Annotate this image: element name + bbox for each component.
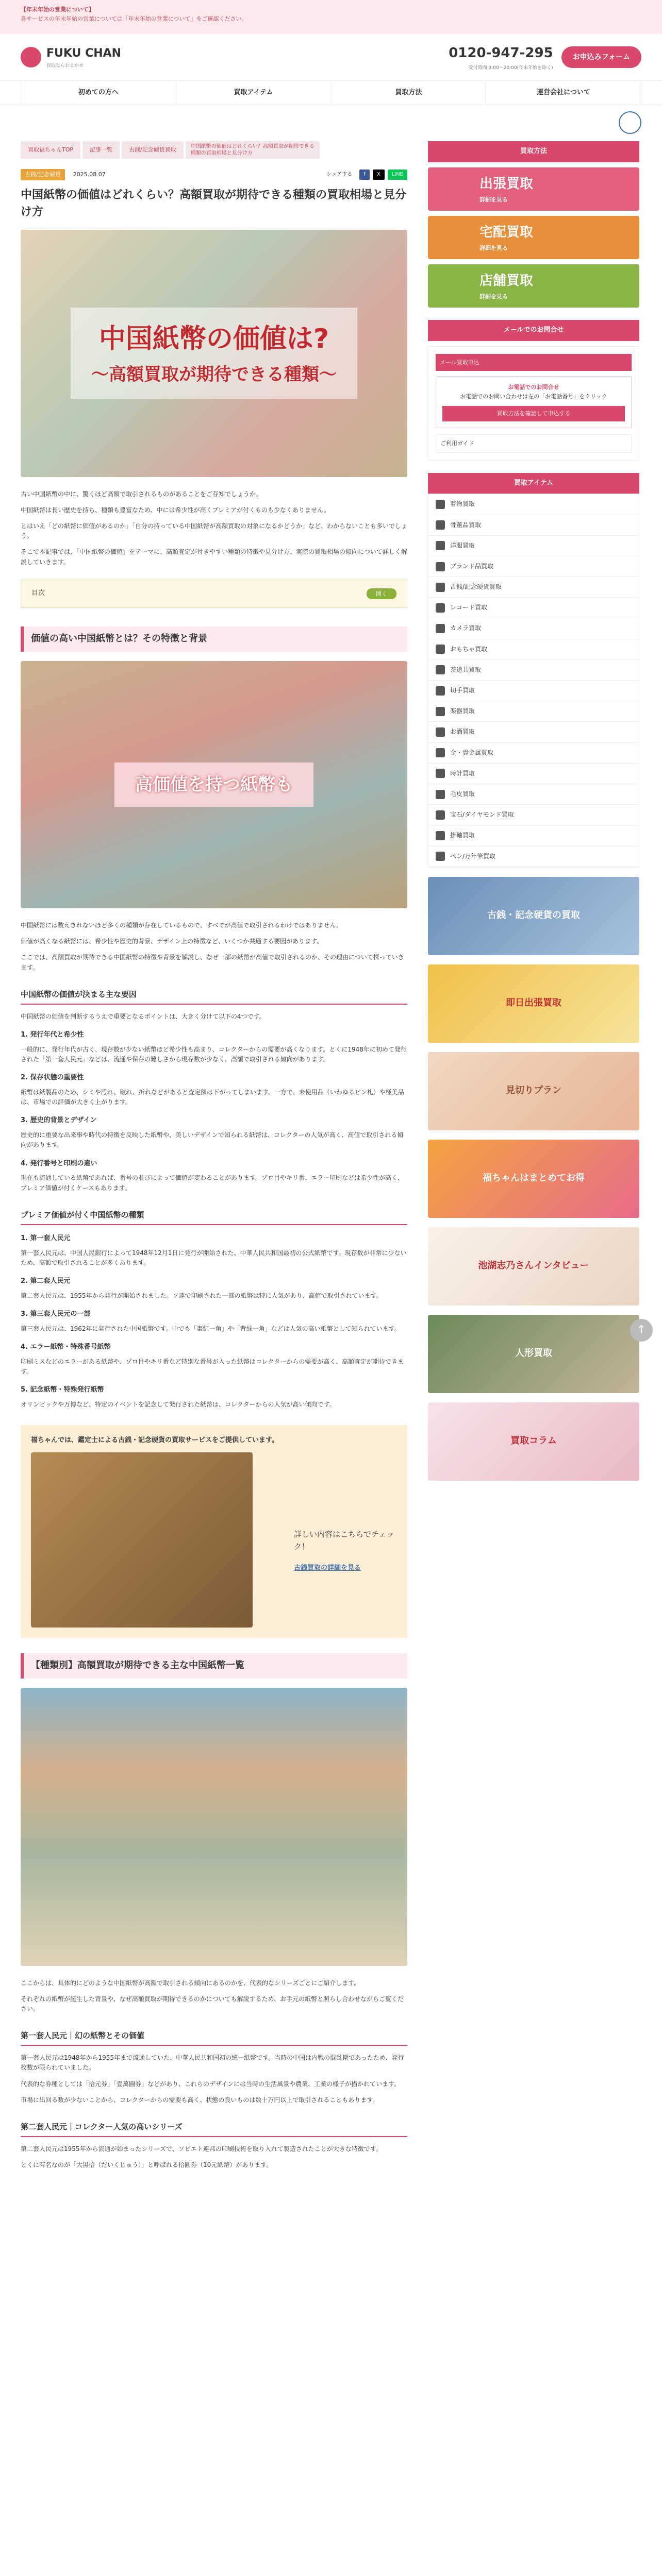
paragraph: ここでは、高額買取が期待できる中国紙幣の特徴や背景を解説し、なぜ一部の紙幣が高値で取引されるのか、その理由について探っていきます。 [21, 954, 404, 971]
contact-inner-text: お電話でのお問い合わせは左の「お電話番号」をクリック [460, 393, 607, 400]
paragraph: 第一套人民元は1948年から1955年まで流通していた、中華人民共和国初の統一紙幣です。当時の中国は内戦の混乱期であったため、発行枚数が限られていました。 [21, 2054, 404, 2072]
point-heading: 2. 第二套人民元 [21, 1277, 71, 1285]
item-icon [436, 769, 445, 778]
sidebar-item-label: 洋服買取 [450, 541, 475, 549]
sidebar-item[interactable] [428, 764, 639, 784]
sidebar-heading: 買取アイテム [428, 473, 639, 494]
nav-methods[interactable]: 買取方法 [331, 81, 486, 105]
service-banner[interactable] [21, 1425, 407, 1638]
sidebar-item[interactable] [428, 805, 639, 825]
item-icon [436, 583, 445, 592]
method-label: 出張買取 [479, 176, 534, 192]
subsection-heading: プレミア価値が付く中国紙幣の種類 [21, 1206, 407, 1225]
paragraph: 中国紙幣には数えきれないほど多くの種類が存在しているもので、すべてが高値で取引されるわけではありません。 [21, 922, 343, 929]
breadcrumb-current: 中国紙幣の価値はどれくらい？高額買取が期待できる種類の買取相場と見分け方 [186, 141, 320, 159]
method-sub: 詳細を見る [479, 196, 508, 203]
hero-image [21, 230, 407, 477]
section-image [21, 661, 407, 908]
apply-button[interactable]: お申込みフォーム [561, 46, 641, 68]
sidebar-item-label: 毛皮買取 [450, 790, 475, 798]
item-icon [436, 707, 445, 716]
sidebar-item[interactable] [428, 639, 639, 660]
table-of-contents [21, 580, 407, 608]
paragraph: 第三套人民元は、1962年に発行された中国紙幣です。中でも「棗紅一角」や「背緑一角」などは人気の高い紙幣として知られています。 [21, 1325, 401, 1332]
sidebar-item-label: お酒買取 [450, 728, 475, 736]
method-label: 宅配買取 [479, 225, 534, 241]
subsection-heading: 中国紙幣の価値が決まる主な要因 [21, 985, 407, 1005]
breadcrumb-item[interactable]: 記事一覧 [82, 141, 120, 159]
notice-title: 【年末年始の営業について】 [21, 6, 94, 13]
side-banner[interactable]: 古銭・記念硬貨の買取 [428, 877, 639, 955]
logo-sub: 買取ならおまかせ [46, 63, 84, 69]
breadcrumb-item[interactable]: 古銭/記念硬貨買取 [122, 141, 184, 159]
item-list [428, 494, 639, 867]
share-label: シェアする [326, 171, 353, 177]
share-x-button[interactable]: X [373, 170, 385, 180]
item-icon [436, 810, 445, 820]
contact-inner-label: お電話でのお問合せ [508, 384, 559, 391]
sidebar-item[interactable] [428, 743, 639, 764]
sidebar-item[interactable] [428, 846, 639, 867]
breadcrumb-item[interactable]: 買取福ちゃんTOP [21, 141, 80, 159]
sidebar-item-label: ブランド品買取 [450, 562, 494, 570]
intro-paragraph: そこで本記事では、「中国紙幣の価値」をテーマに、高額査定が付きやすい種類の特徴や見分け方、実際の買取相場の傾向について詳しく解説していきます。 [21, 548, 407, 566]
side-banner[interactable]: 見切りプラン [428, 1052, 639, 1130]
item-icon [436, 500, 445, 509]
sidebar-item-label: 金・貴金属買取 [450, 749, 494, 756]
method-delivery-button[interactable] [428, 216, 639, 259]
paragraph: オリンピックや万博など、特定のイベントを記念して発行された紙幣は、コレクターからの人気が高い傾向です。 [21, 1400, 336, 1408]
sidebar [428, 141, 639, 2176]
nav-company[interactable]: 運営会社について [486, 81, 641, 105]
sidebar-item[interactable] [428, 681, 639, 701]
phone-number: 0120-947-295 [449, 45, 553, 61]
phone-block[interactable] [449, 43, 553, 72]
method-sub: 詳細を見る [479, 293, 508, 300]
method-sub: 詳細を見る [479, 244, 508, 251]
sidebar-item-label: ペン/万年筆買取 [450, 852, 496, 860]
paragraph: 一般的に、発行年代が古く、現存数が少ない紙幣ほど希少性も高まり、コレクターからの需要が高くなります。とくに1948年に初めて発行された「第一套人民元」などは、流通や保存の難しさから現存数が少なく、高額で取引される傾向があります。 [21, 1045, 407, 1063]
sidebar-item-label: 古銭/記念硬貨買取 [450, 583, 502, 591]
publish-date: 2025.08.07 [73, 171, 106, 178]
sidebar-item-label: 骨董品買取 [450, 521, 482, 529]
item-icon [436, 748, 445, 757]
paragraph: 第二套人民元は1955年から流通が始まったシリーズで、ソビエト連邦の印刷技術を取り入れて製造されたことが大きな特徴です。 [21, 2145, 382, 2153]
guide-link[interactable]: ご利用ガイド [436, 434, 632, 453]
sidebar-heading: メールでのお問合せ [428, 320, 639, 341]
logo-text: FUKU CHAN [46, 47, 122, 60]
intro-paragraph: 古い中国紙幣の中に、驚くほど高額で取引されるものがあることをご存知でしょうか。 [21, 490, 262, 498]
sidebar-item-label: おもちゃ買取 [450, 645, 488, 653]
subsection-heading: 第二套人民元｜コレクター人気の高いシリーズ [21, 2117, 407, 2137]
banner-detail: 詳しい内容はこちらでチェック！ [294, 1530, 394, 1552]
page-title: 中国紙幣の価値はどれくらい？高額買取が期待できる種類の買取相場と見分け方 [21, 188, 407, 218]
mail-apply-button[interactable]: メール買取申込 [436, 354, 632, 371]
article [21, 141, 407, 2176]
hero-line2: 〜高額買取が期待できる種類〜 [91, 364, 337, 385]
paragraph: ここからは、具体的にどのような中国紙幣が高額で取引される傾向にあるのかを、代表的なシリーズごとにご紹介します。 [21, 1979, 360, 1987]
hero-line1: 中国紙幣の価値は? [98, 323, 329, 354]
paragraph: 紙幣は紙製品のため、シミや汚れ、破れ、折れなどがあると査定額は下がってしまいます。一方で、未使用品（いわゆるピン札）や極美品は、市場での評価が大きく上がります。 [21, 1089, 404, 1106]
banner-text: 福ちゃんでは、鑑定士による古銭・記念硬貨の買取サービスをご提供しています。 [31, 1436, 278, 1445]
logo-mark-icon [21, 47, 41, 67]
section-image [21, 1688, 407, 1966]
sidebar-heading: 買取方法 [428, 141, 639, 162]
sidebar-item-label: 茶道具買取 [450, 666, 482, 673]
sidebar-item[interactable] [428, 701, 639, 722]
point-heading: 3. 歴史的背景とデザイン [21, 1116, 97, 1125]
share-facebook-button[interactable]: f [359, 170, 370, 180]
paragraph: それぞれの紙幣が誕生した背景や、なぜ高額買取が期待できるのかについても解説するため、お手元の紙幣と照らし合わせながらご覧ください。 [21, 1995, 404, 2012]
banner-link[interactable]: 古銭買取の詳細を見る [294, 1564, 361, 1572]
paragraph: 中国紙幣の価値を判断するうえで重要となるポイントは、大きく分けて以下の4つです。 [21, 1012, 266, 1020]
sidebar-item[interactable] [428, 660, 639, 681]
sidebar-item-label: カメラ買取 [450, 624, 482, 632]
paragraph: 印刷ミスなどのエラーがある紙幣や、ゾロ目やキリ番など特別な番号が入った紙幣はコレクターからの需要が高く、高額査定が期待できます。 [21, 1358, 404, 1375]
sidebar-item-label: 楽器買取 [450, 707, 475, 715]
sidebar-item[interactable] [428, 784, 639, 805]
intro-paragraph: 中国紙幣は長い歴史を持ち、種類も豊富なため、中には希少性が高くプレミアが付くものも少なくありません。 [21, 506, 330, 514]
sidebar-item[interactable] [428, 494, 639, 515]
notice-bar [0, 0, 662, 34]
method-visit-button[interactable] [428, 167, 639, 211]
sidebar-item-label: 掛軸買取 [450, 832, 475, 839]
toc-label: 目次 [31, 589, 45, 597]
sidebar-item-label: 切手買取 [450, 687, 475, 694]
subsection-heading: 第一套人民元｜幻の紙幣とその価値 [21, 2026, 407, 2046]
section-heading: 価値の高い中国紙幣とは？その特徴と背景 [21, 626, 407, 652]
point-heading: 1. 第一套人民元 [21, 1234, 71, 1242]
back-to-top-button[interactable]: ↑ [630, 1319, 653, 1342]
paragraph: 市場に出回る数が少ないことから、コレクターからの需要も高く、状態の良いものは数十万円以上で取引されることもあります。 [21, 2096, 379, 2104]
intro [21, 489, 407, 567]
sidebar-item-label: 時計買取 [450, 769, 475, 777]
paragraph: とくに有名なのが「大黒拾（だいくじゅう）」と呼ばれる拾圓券（10元紙幣）があります。 [21, 2161, 273, 2169]
breadcrumb [21, 141, 407, 159]
section-image-caption: 高価値を持つ紙幣も [114, 762, 313, 807]
item-icon [436, 790, 445, 799]
point-heading: 1. 発行年代と希少性 [21, 1031, 84, 1039]
phone-hours: 受付時間 9:00〜20:00(年末年始を除く) [468, 65, 553, 71]
sidebar-item[interactable] [428, 598, 639, 618]
sidebar-item-label: 宝石/ダイヤモンド買取 [450, 811, 514, 819]
point-heading: 4. エラー紙幣・特殊番号紙幣 [21, 1343, 111, 1351]
point-heading: 4. 発行番号と印刷の違い [21, 1159, 97, 1167]
certification-badge-icon [619, 111, 641, 134]
side-banner[interactable]: 買取コラム [428, 1402, 639, 1481]
contact-apply-button[interactable]: 買取方法を確認して申込する [442, 406, 625, 421]
item-icon [436, 727, 445, 737]
paragraph: 代表的な券種としては「拾元券」「壹萬圓券」などがあり、これらのデザインには当時の生活風景や農業、工業の様子が描かれています。 [21, 2080, 401, 2088]
item-icon [436, 686, 445, 696]
item-icon [436, 624, 445, 633]
side-banner[interactable]: 池湖志乃さんインタビュー [428, 1227, 639, 1306]
share-line-button[interactable]: LINE [388, 170, 407, 180]
item-icon [436, 603, 445, 613]
side-banner[interactable]: 人形買取 [428, 1315, 639, 1393]
item-icon [436, 520, 445, 530]
intro-paragraph: とはいえ「どの紙幣に価値があるのか」「自分の持っている中国紙幣が高額買取の対象になるかどうか」など、わからないことも多いでしょう。 [21, 522, 408, 540]
global-nav [0, 80, 662, 105]
sidebar-item-label: 着物買取 [450, 500, 475, 508]
item-icon [436, 645, 445, 654]
side-banner[interactable]: 福ちゃんはまとめてお得 [428, 1140, 639, 1218]
paragraph: 現在も流通している紙幣であれば、番号の並びによって価値が変わることがあります。ゾロ目やキリ番、エラー印刷などは希少性が高く、プレミア価値が付くケースもあります。 [21, 1174, 404, 1192]
coin-image [31, 1452, 253, 1628]
notice-body[interactable]: 各サービスの年末年始の営業については「年末年始の営業について」をご確認ください。 [21, 15, 247, 22]
method-label: 店舗買取 [479, 273, 534, 289]
paragraph: 第二套人民元は、1955年から発行が開始されました。ソ連で印刷された一部の紙幣は特に人気があり、高値で取引されています。 [21, 1292, 383, 1299]
sidebar-item[interactable] [428, 825, 639, 846]
sidebar-item-label: レコード買取 [450, 604, 488, 612]
paragraph: 歴史的に重要な出来事や時代の特徴を反映した紙幣や、美しいデザインで知られる紙幣は、コレクターの人気が高く、高値で取引される傾向があります。 [21, 1131, 404, 1149]
site-header [0, 34, 662, 80]
point-heading: 5. 記念紙幣・特殊発行紙幣 [21, 1386, 104, 1394]
paragraph: 価値が高くなる紙幣には、希少性や歴史的背景、デザイン上の特徴など、いくつか共通する要因があります。 [21, 938, 323, 945]
sidebar-item[interactable] [428, 577, 639, 598]
sidebar-item[interactable] [428, 556, 639, 577]
point-heading: 2. 保存状態の重要性 [21, 1074, 84, 1082]
item-icon [436, 541, 445, 550]
article-meta [21, 169, 407, 180]
nav-items[interactable]: 買取アイテム [176, 81, 331, 105]
sub-bar [0, 105, 662, 141]
paragraph: 第一套人民元は、中国人民銀行によって1948年12月1日に発行が開始された、中華人民共和国最初の公式紙幣です。現存数が非常に少ないため、高額で取引されることが多くあります。 [21, 1249, 407, 1266]
sidebar-item[interactable] [428, 618, 639, 639]
item-icon [436, 665, 445, 674]
method-store-button[interactable] [428, 264, 639, 308]
item-icon [436, 831, 445, 840]
logo[interactable] [21, 44, 121, 70]
toc-open-button[interactable]: 開く [367, 588, 396, 600]
point-heading: 3. 第三套人民元の一部 [21, 1310, 91, 1318]
sidebar-item[interactable] [428, 536, 639, 556]
nav-first-time[interactable]: 初めての方へ [21, 81, 176, 105]
sidebar-item[interactable] [428, 515, 639, 536]
sidebar-item[interactable] [428, 722, 639, 742]
side-banner[interactable]: 即日出張買取 [428, 964, 639, 1043]
item-icon [436, 852, 445, 861]
contact-box [428, 346, 639, 461]
category-badge[interactable]: 古銭/記念硬貨 [21, 169, 65, 180]
section-heading: 【種類別】高額買取が期待できる主な中国紙幣一覧 [21, 1653, 407, 1679]
item-icon [436, 562, 445, 571]
